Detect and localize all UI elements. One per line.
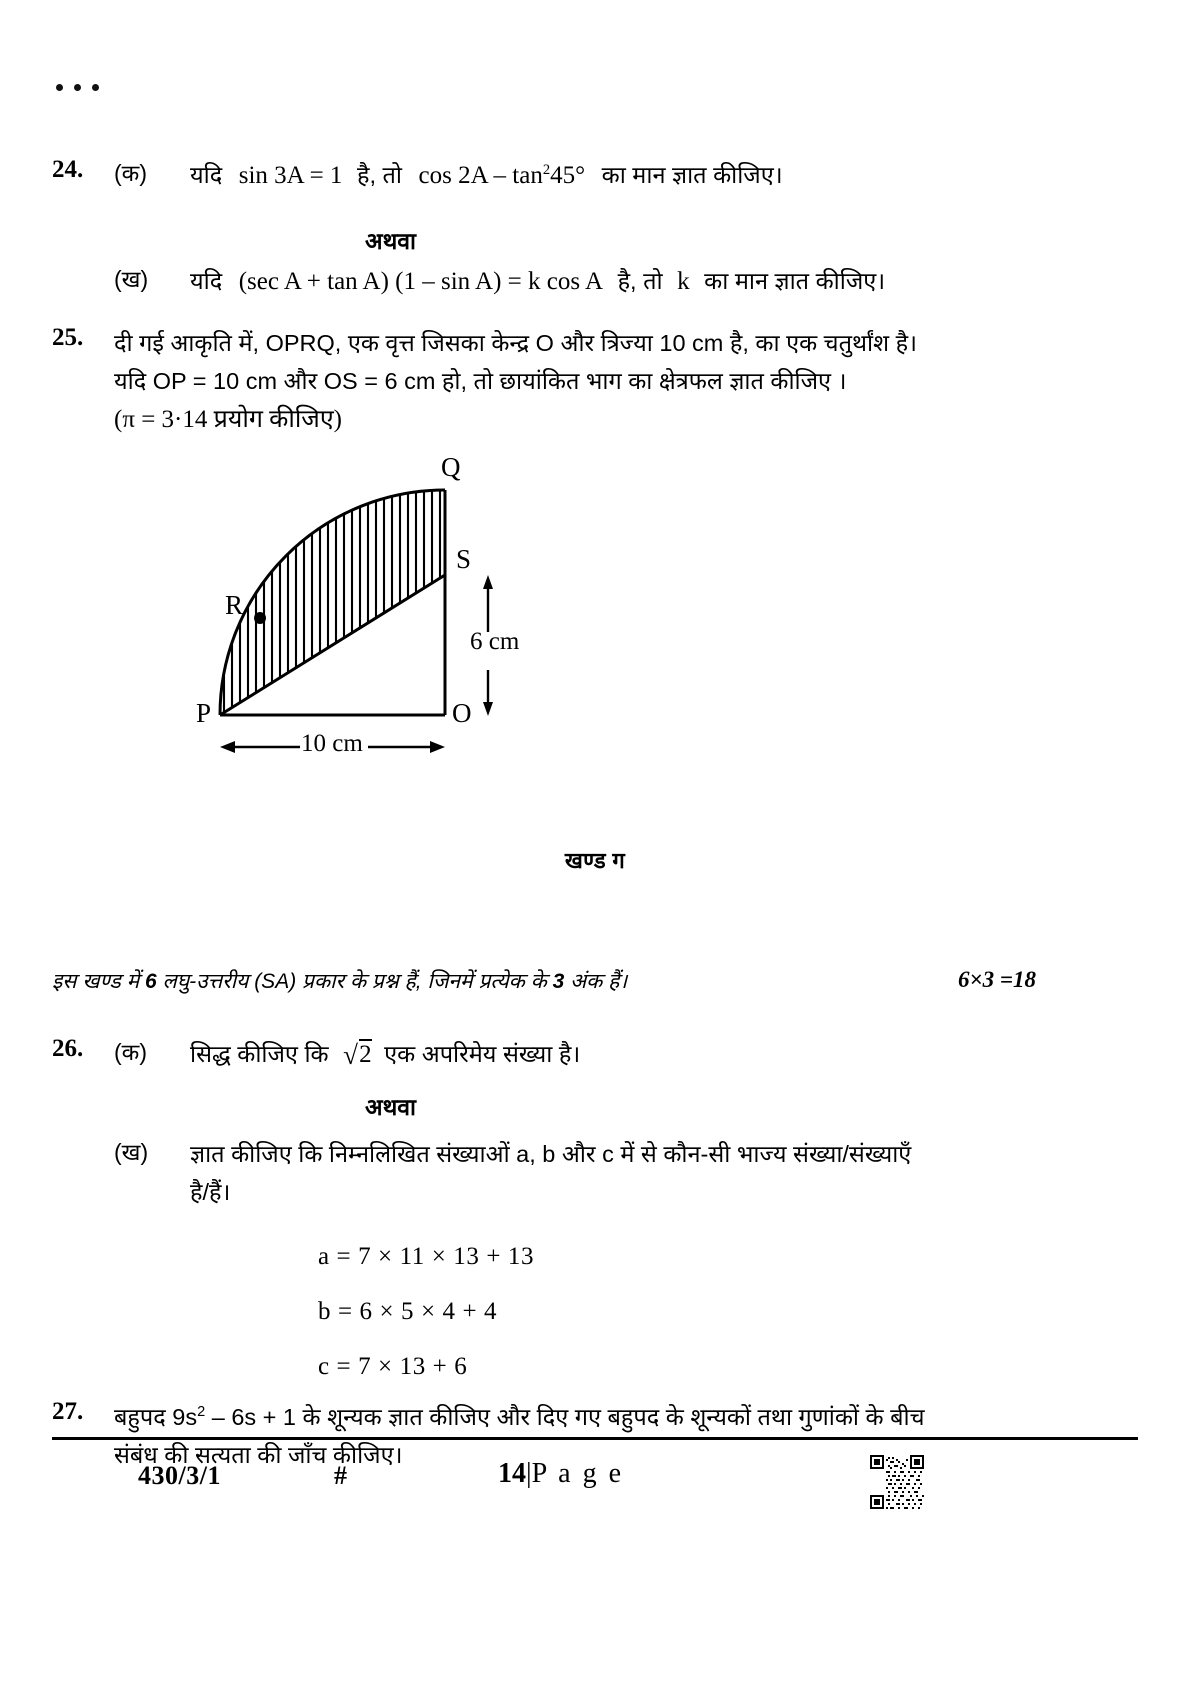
question-26-part-b <box>52 1135 1162 1211</box>
dim-h-arrow-right <box>430 741 445 753</box>
question-24-part-a <box>52 156 1142 197</box>
q24a-word-1: यदि <box>190 162 223 188</box>
q24b-word-1: यदि <box>190 268 223 294</box>
instruction-pre: इस खण्ड में <box>52 970 145 993</box>
dot-icon <box>92 84 99 91</box>
question-27-number: 27. <box>52 1398 84 1425</box>
question-26-or-label: अथवा <box>365 1094 417 1120</box>
quadrant-figure <box>180 450 600 780</box>
page-word: P a g e <box>531 1458 624 1489</box>
q27-pre: बहुपद 9s <box>114 1404 198 1430</box>
dot-icon <box>74 84 81 91</box>
arc-pq <box>220 490 445 715</box>
page-number-label <box>498 1458 624 1490</box>
q24a-expr-1: sin 3A = 1 <box>238 162 343 189</box>
footer-divider <box>52 1437 1138 1440</box>
question-24-part-a-text <box>190 156 783 197</box>
question-24-part-b <box>52 262 1142 303</box>
instruction-question-count: 6 <box>144 970 157 993</box>
q24b-word-3: का मान ज्ञात कीजिए। <box>704 268 886 294</box>
q27-exponent: 2 <box>197 1404 206 1421</box>
equation-a: a = 7 × 11 × 13 + 13 <box>318 1243 535 1270</box>
q24b-expr-2: k <box>677 268 690 295</box>
question-24-part-b-label: (ख) <box>114 266 149 292</box>
question-24-or-label: अथवा <box>365 228 417 254</box>
equation-b: b = 6 × 5 × 4 + 4 <box>318 1298 498 1325</box>
q24b-word-2: है, तो <box>617 268 663 294</box>
question-26-part-a <box>52 1035 1142 1076</box>
question-25-line-3: (π = 3·14 प्रयोग कीजिए) <box>114 406 342 434</box>
question-26-part-b-text <box>190 1135 1150 1211</box>
question-24-part-a-label: (क) <box>114 160 147 186</box>
question-25 <box>52 324 1152 441</box>
dim-v-arrow-down <box>483 702 493 716</box>
q26b-line-2: है/हैं। <box>190 1179 231 1206</box>
question-26-number: 26. <box>52 1035 84 1062</box>
sqrt-expression <box>343 1035 372 1076</box>
q26a-word-1: सिद्ध कीजिए कि <box>190 1041 329 1067</box>
instruction-post: अंक हैं। <box>564 970 628 993</box>
figure-label-r: R <box>225 590 244 620</box>
dot-icon <box>56 84 63 91</box>
radical-sign-icon: √ <box>343 1040 358 1070</box>
dim-h-arrow-left <box>220 741 235 753</box>
page-top-marker <box>56 84 99 91</box>
q24a-exponent: 2 <box>542 162 551 179</box>
figure-label-s: S <box>456 544 472 574</box>
question-24-part-b-text <box>190 262 885 303</box>
question-26-part-a-label: (क) <box>114 1039 147 1065</box>
question-25-line-1: दी गई आकृति में, OPRQ, एक वृत्त जिसका केन्द्र O और त्रिज्या 10 cm है, का एक चतुर्थांश है। <box>114 330 917 356</box>
figure-label-o: O <box>452 698 472 728</box>
question-27-line-2: संबंध की सत्यता की जाँच कीजिए। <box>114 1442 403 1469</box>
page-number: 14 <box>498 1458 526 1489</box>
equation-c: c = 7 × 13 + 6 <box>318 1353 468 1380</box>
section-instruction <box>52 967 627 995</box>
q24a-expr-2: cos 2A – tan <box>418 162 543 189</box>
question-25-number: 25. <box>52 324 84 351</box>
instruction-mid: लघु-उत्तरीय (SA) प्रकार के प्रश्न हैं, जिनमें प्रत्येक के <box>156 970 553 993</box>
footer-hash-mark: # <box>334 1461 347 1490</box>
q26b-line-1: ज्ञात कीजिए कि निम्नलिखित संख्याओं a, b और c में से कौन-सी भाज्य संख्या/संख्याएँ <box>190 1141 912 1167</box>
q24a-word-3: का मान ज्ञात कीजिए। <box>601 162 783 188</box>
instruction-marks-each: 3 <box>552 970 565 993</box>
q24a-expr-3: 45° <box>550 162 586 189</box>
page-footer <box>52 1455 1138 1525</box>
point-r-dot <box>254 612 266 624</box>
paper-code: 430/3/1 <box>138 1461 221 1490</box>
figure-dim-horizontal: 10 cm <box>301 730 363 757</box>
figure-label-p: P <box>196 698 212 728</box>
question-25-body <box>114 324 1124 441</box>
q26a-word-2: एक अपरिमेय संख्या है। <box>384 1041 581 1067</box>
qr-code-icon <box>870 1455 924 1509</box>
q24a-word-2: है, तो <box>356 162 402 188</box>
question-24-number: 24. <box>52 156 84 183</box>
question-27-line-1 <box>114 1398 1124 1436</box>
section-heading: खण्ड ग <box>564 848 626 873</box>
question-26-part-a-text <box>190 1035 580 1076</box>
figure-dim-vertical: 6 cm <box>470 628 520 655</box>
question-25-line-2: यदि OP = 10 cm और OS = 6 cm हो, तो छायांकित भाग का क्षेत्रफल ज्ञात कीजिए । <box>114 368 847 395</box>
question-26-part-b-label: (ख) <box>114 1139 149 1165</box>
q27-post: – 6s + 1 के शून्यक ज्ञात कीजिए और दिए गए बहुपद के शून्यकों तथा गुणांकों के बीच <box>205 1404 925 1430</box>
dim-v-arrow-up <box>483 575 493 589</box>
figure-label-q: Q <box>441 452 461 482</box>
section-marks-total: 6×3 =18 <box>958 967 1036 992</box>
page-separator: | <box>526 1458 532 1489</box>
qr-code-svg <box>870 1455 924 1509</box>
q24b-expr-1: (sec A + tan A) (1 – sin A) = k cos A <box>238 268 604 295</box>
radicand: 2 <box>359 1041 372 1068</box>
